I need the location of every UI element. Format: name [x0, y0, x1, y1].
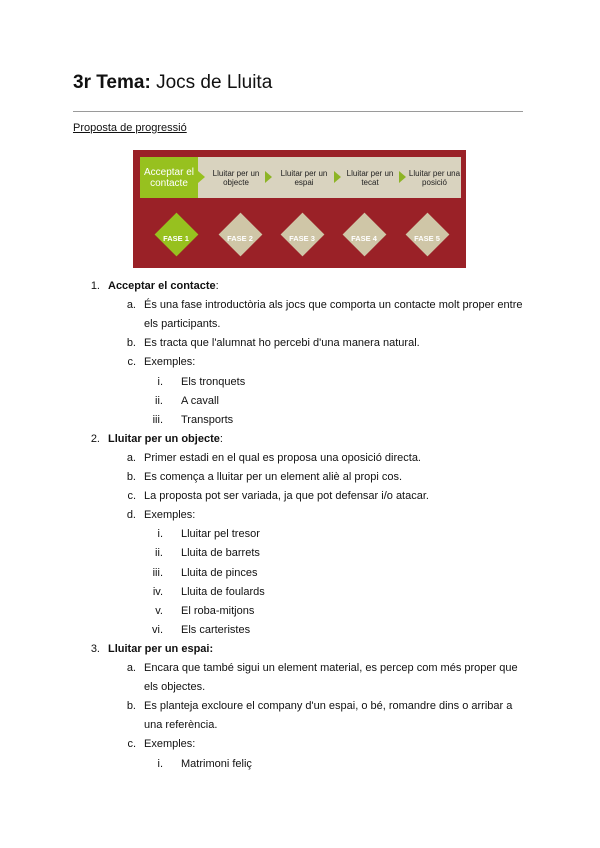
example-marker: ii.	[155, 394, 163, 407]
example-text: Els carteristes	[181, 623, 251, 636]
item-text: Es planteja excloure el company d'un espai, o bé, romandre dins o arribar a	[144, 700, 513, 713]
example-text: El roba-mitjons	[181, 604, 255, 617]
item-marker: a.	[126, 451, 136, 464]
section-suffix: :	[215, 280, 219, 292]
step-3: Lluitar per un espai	[280, 168, 328, 187]
item-marker: c.	[127, 356, 136, 369]
item-text: Primer estadi en el qual es proposa una oposició directa.	[144, 451, 421, 464]
example-marker: iii.	[152, 566, 163, 579]
item-marker: a.	[126, 662, 136, 674]
example-marker: iii.	[152, 413, 163, 426]
arrow-icon	[334, 171, 341, 183]
arrow-icon	[198, 171, 205, 183]
example-text: Lluita de barrets	[181, 547, 260, 560]
step-2: Lluitar per un objecte	[212, 168, 260, 187]
section-suffix: :	[219, 432, 223, 445]
step-4: Lluitar per un tecat	[346, 168, 394, 187]
item-marker: a.	[126, 299, 136, 312]
arrow-icon	[399, 171, 406, 183]
section-heading	[108, 280, 219, 293]
section-number: 3.	[90, 642, 100, 655]
item-text: els participants.	[144, 318, 221, 331]
phase-label-1: FASE 1	[163, 234, 189, 243]
example-marker: i.	[157, 757, 163, 770]
example-text: Lluita de foulards	[181, 585, 265, 598]
section-title: Lluitar per un objecte	[108, 432, 220, 445]
item-marker: d.	[126, 509, 136, 522]
item-marker: c.	[127, 738, 136, 751]
item-marker: c.	[127, 490, 136, 503]
item-text: una referència.	[144, 719, 218, 732]
example-marker: ii.	[155, 547, 163, 560]
section-title: Lluitar per un espai:	[108, 642, 214, 655]
step-1: Acceptar el contacte	[140, 157, 198, 198]
item-text: La proposta pot ser variada, ja que pot defensar i/o atacar.	[144, 490, 429, 503]
arrow-icon	[265, 171, 272, 183]
item-text: És una fase introductòria als jocs que comporta un contacte molt proper entre	[144, 299, 523, 312]
example-marker: iv.	[152, 585, 163, 598]
section-heading	[108, 643, 213, 656]
item-text: Exemples:	[144, 738, 196, 751]
phase-label-4: FASE 4	[351, 234, 377, 243]
item-text: Exemples:	[144, 356, 196, 369]
section-number: 1.	[90, 280, 100, 292]
step-5: Lluitar per una posició	[408, 168, 461, 187]
section-heading	[108, 433, 223, 446]
example-marker: vi.	[152, 623, 163, 636]
title-rest: Jocs de Lluita	[150, 72, 273, 93]
item-text: Encara que també sigui un element material, es percep com més proper que	[144, 662, 518, 674]
item-text: Es tracta que l'alumnat ho percebi d'una manera natural.	[144, 337, 420, 350]
item-marker: b.	[126, 337, 136, 350]
example-text: Transports	[181, 413, 234, 426]
item-text: els objectes.	[144, 681, 206, 694]
item-marker: b.	[126, 700, 136, 713]
phase-label-3: FASE 3	[289, 234, 315, 243]
example-text: Els tronquets	[181, 375, 246, 388]
example-marker: v.	[155, 604, 163, 617]
example-marker: i.	[157, 375, 163, 388]
section-title: Acceptar el contacte	[108, 280, 216, 292]
horizontal-divider	[73, 111, 523, 112]
example-text: Lluita de pinces	[181, 566, 258, 579]
title-bold: 3r Tema:	[73, 72, 151, 93]
item-marker: b.	[126, 471, 136, 483]
example-marker: i.	[157, 528, 163, 541]
phase-label-2: FASE 2	[227, 234, 253, 243]
phase-label-5: FASE 5	[414, 234, 440, 243]
page-title	[73, 72, 272, 94]
example-text: A cavall	[181, 394, 219, 407]
steps-bar	[140, 157, 461, 198]
progression-banner	[133, 150, 466, 268]
example-text: Matrimoni feliç	[181, 757, 252, 770]
example-text: Lluitar pel tresor	[181, 528, 260, 541]
section-number: 2.	[90, 432, 100, 445]
subtitle: Proposta de progressió	[73, 122, 187, 134]
item-text: Es comença a lluitar per un element aliè al propi cos.	[144, 471, 403, 483]
item-text: Exemples:	[144, 509, 196, 522]
